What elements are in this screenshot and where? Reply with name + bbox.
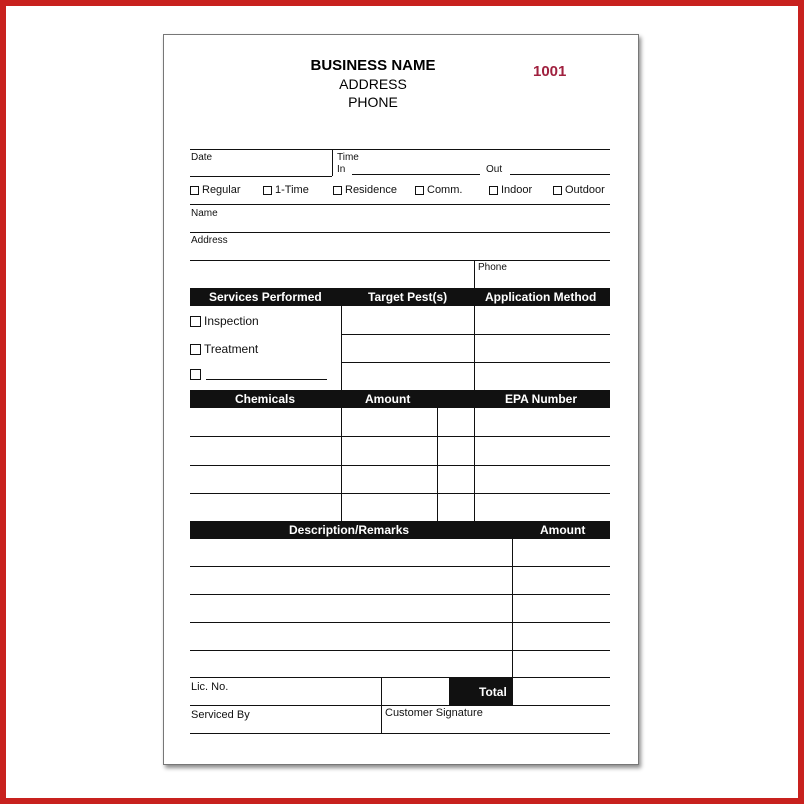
checkbox-box[interactable]	[190, 316, 201, 327]
services-row-line	[341, 334, 610, 335]
time-in-line[interactable]	[352, 174, 480, 175]
checkbox-box[interactable]	[190, 186, 199, 195]
chemicals-row-line	[190, 493, 610, 494]
remarks-row-line	[190, 594, 610, 595]
business-phone: PHONE	[348, 94, 398, 110]
epa-number-header: EPA Number	[505, 392, 578, 406]
checkbox-comm[interactable]: Comm.	[415, 184, 462, 196]
date-line	[190, 176, 332, 177]
checkbox-inspection[interactable]: Inspection	[190, 314, 259, 328]
service-invoice-form	[163, 34, 639, 765]
chemicals-header: Chemicals	[235, 392, 296, 406]
checkbox-1-time[interactable]: 1-Time	[263, 184, 309, 196]
checkbox-box[interactable]	[263, 186, 272, 195]
checkbox-regular[interactable]: Regular	[190, 184, 241, 196]
checkbox-other-service[interactable]	[190, 369, 204, 380]
services-performed-header: Services Performed	[209, 290, 322, 304]
checkbox-indoor[interactable]: Indoor	[489, 184, 532, 196]
checkbox-box[interactable]	[333, 186, 342, 195]
services-header-bar	[190, 288, 610, 306]
remarks-amount-header: Amount	[540, 523, 586, 537]
other-service-line[interactable]	[206, 379, 327, 380]
chemicals-row-line	[190, 465, 610, 466]
checkbox-box[interactable]	[553, 186, 562, 195]
business-address: ADDRESS	[339, 76, 407, 92]
time-out-line[interactable]	[510, 174, 610, 175]
time-in-label: In	[337, 164, 346, 175]
services-col-divider-1	[341, 306, 342, 390]
total-line	[190, 705, 610, 706]
invoice-number: 1001	[533, 63, 567, 80]
remarks-row-line	[190, 566, 610, 567]
chemicals-amount-header: Amount	[365, 392, 411, 406]
chemicals-header-bar	[190, 390, 610, 408]
signature-line[interactable]	[190, 733, 610, 734]
remarks-row-line	[190, 650, 610, 651]
checkbox-box[interactable]	[489, 186, 498, 195]
address-line[interactable]	[190, 260, 610, 261]
remarks-row-line	[190, 677, 610, 678]
checkbox-box[interactable]	[190, 369, 201, 380]
description-remarks-header: Description/Remarks	[289, 523, 410, 537]
services-row-line	[341, 362, 610, 363]
services-col-divider-2	[474, 306, 475, 390]
checkbox-outdoor[interactable]: Outdoor	[553, 184, 605, 196]
time-out-label: Out	[486, 164, 503, 175]
application-method-header: Application Method	[485, 290, 597, 304]
serviced-by-label: Serviced By	[191, 709, 250, 721]
address-label: Address	[191, 235, 228, 246]
name-label: Name	[191, 208, 218, 219]
lic-no-label: Lic. No.	[191, 681, 229, 693]
total-box	[449, 677, 512, 705]
business-name: BUSINESS NAME	[310, 57, 436, 74]
name-top-line	[190, 204, 610, 205]
customer-signature-label: Customer Signature	[385, 707, 483, 719]
checkbox-treatment[interactable]: Treatment	[190, 342, 258, 356]
checkbox-residence[interactable]: Residence	[333, 184, 397, 196]
phone-label: Phone	[478, 262, 507, 273]
name-line[interactable]	[190, 232, 610, 233]
remarks-row-line	[190, 622, 610, 623]
target-pests-header: Target Pest(s)	[368, 290, 448, 304]
phone-divider	[474, 260, 475, 288]
date-time-divider	[332, 149, 333, 176]
checkbox-box[interactable]	[415, 186, 424, 195]
remarks-header-bar	[190, 521, 610, 539]
total-label: Total	[479, 685, 507, 699]
checkbox-box[interactable]	[190, 344, 201, 355]
date-time-top-line	[190, 149, 610, 150]
chemicals-row-line	[190, 436, 610, 437]
date-label: Date	[191, 152, 213, 163]
time-label: Time	[337, 152, 359, 163]
